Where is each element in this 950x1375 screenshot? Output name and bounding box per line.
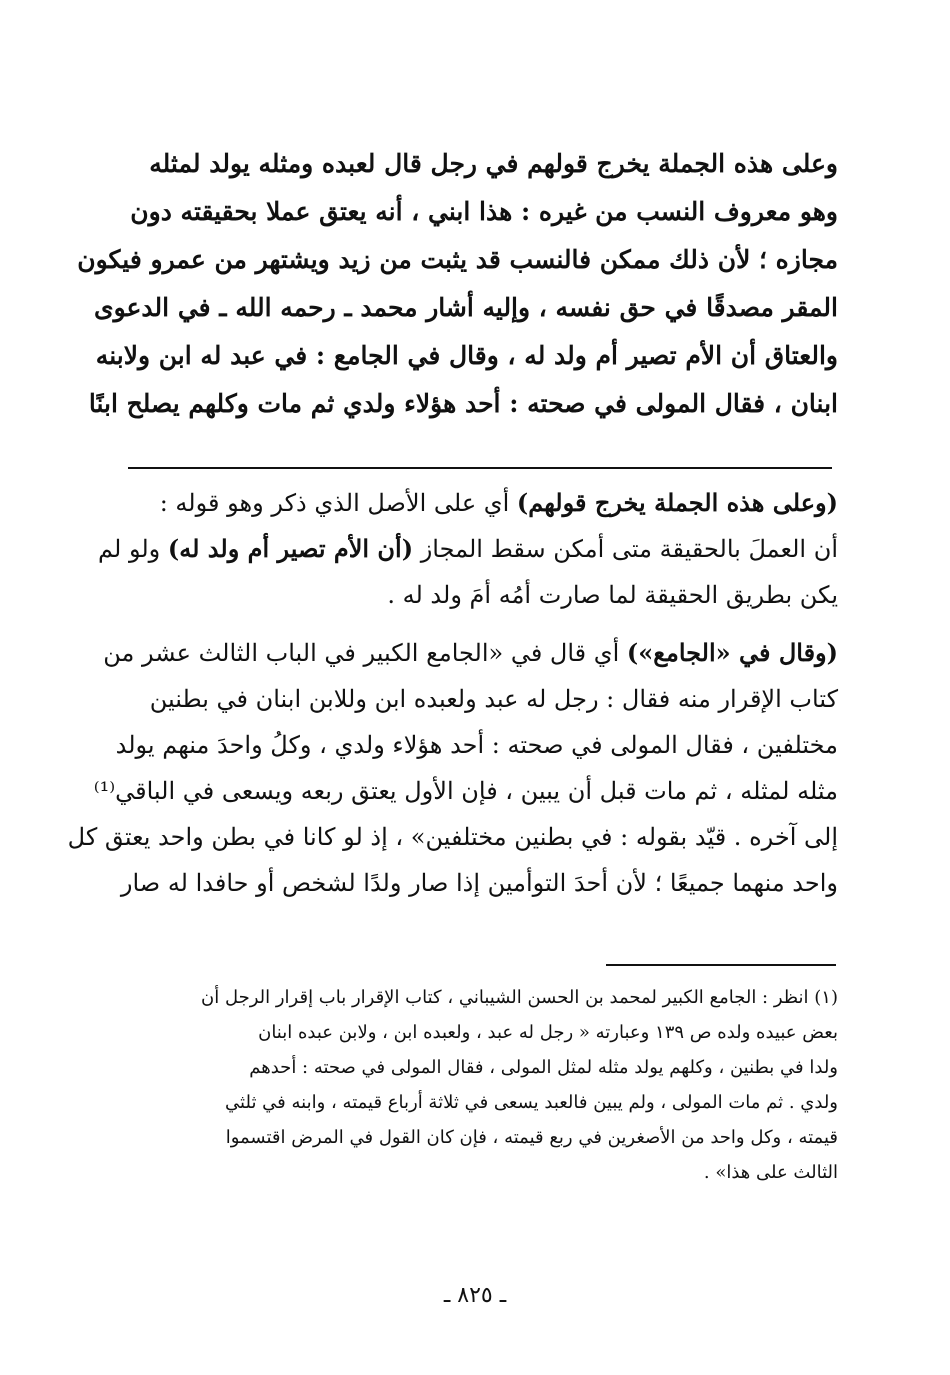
footnote-line: الثالث على هذا» . [703,1162,838,1183]
footnote [128,980,838,1190]
commentary-line: مختلفين ، فقال المولى في صحته : أحد هؤلاء ولدي ، وكلُ واحدَ منهم يولد [115,731,838,759]
main-text-line: وعلى هذه الجملة يخرج قولهم في رجل قال لعبده ومثله يولد لمثله [149,149,838,178]
footnote-line: قيمته ، وكل واحد من الأصغرين في ربع قيمته ، فإن كان القول في المرض اقتسموا [225,1127,838,1148]
commentary-text: أن العملَ بالحقيقة متى أمكن سقط المجاز [413,535,838,563]
commentary-line [103,630,838,676]
commentary-text: أي قال في «الجامع الكبير في الباب الثالث عشر من [103,639,627,667]
commentary-line: إلى آخره . قيّد بقوله : في بطنين مختلفين» ، إذ لو كانا في بطن واحد يعتق كل [67,823,838,851]
main-text-line: مجازه ؛ لأن ذلك ممكن فالنسب قد يثبت من زيد ويشتهر من عمرو فيكون [77,245,838,274]
main-text-line: المقر مصدقًا في حق نفسه ، وإليه أشار محمد ـ رحمه الله ـ في الدعوى [94,293,838,322]
footnote-line: (١) انظر : الجامع الكبير لمحمد بن الحسن الشيباني ، كتاب الإقرار باب إقرار الرجل أن [201,987,838,1008]
commentary [67,480,838,906]
commentary-line: كتاب الإقرار منه فقال : رجل له عبد ولعبده ابن وللابن ابنان في بطنين [149,685,838,713]
commentary-line: يكن بطريق الحقيقة لما صارت أمُه أمَ ولد له . [387,581,838,609]
commentary-line: مثله لمثله ، ثم مات قبل أن يبين ، فإن الأول يعتق ربعه ويسعى في الباقي⁽¹⁾ [93,777,838,805]
footnote-divider [606,964,836,966]
commentary-line [128,480,838,526]
main-text [77,140,838,428]
quoted-phrase: (وعلى هذه الجملة يخرج قولهم) [516,488,838,517]
main-divider [128,467,832,469]
quoted-phrase: (أن الأم تصير أم ولد له) [167,534,414,563]
main-text-line: وهو معروف النسب من غيره : هذا ابني ، أنه يعتق عملا بحقيقته دون [130,197,838,226]
footnote-line: ولدا في بطنين ، وكلهم يولد مثله لمثل المولى ، فقال المولى في صحته : أحدهم [249,1057,838,1078]
commentary-text: ولو لم [98,535,168,563]
quoted-phrase: (وقال في «الجامع») [626,638,838,667]
main-text-line: والعتاق أن الأم تصير أم ولد له ، وقال في الجامع : في عبد له ابن ولابنه [95,341,838,370]
footnote-line: بعض عبيده ولده ص ١٣٩ وعبارته « رجل له عبد ، ولعبده ابن ، ولابن عبده ابنان [258,1022,838,1043]
commentary-line: واحد منهما جميعًا ؛ لأن أحدَ التوأمين إذا صار ولدًا لشخص أو حافدا له صار [120,869,838,897]
commentary-text: أي على الأصل الذي ذكر وهو قوله : [159,489,517,517]
page-number: ـ ٨٢٥ ـ [443,1283,507,1308]
main-text-line: ابنان ، فقال المولى في صحته : أحد هؤلاء ولدي ثم مات وكلهم يصلح ابنًا [88,389,838,418]
footnote-line: ولدي . ثم مات المولى ، ولم يبين فالعبد يسعى في ثلاثة أرباع قيمته ، وابنه في ثلثي [225,1092,838,1113]
commentary-line [98,526,838,572]
